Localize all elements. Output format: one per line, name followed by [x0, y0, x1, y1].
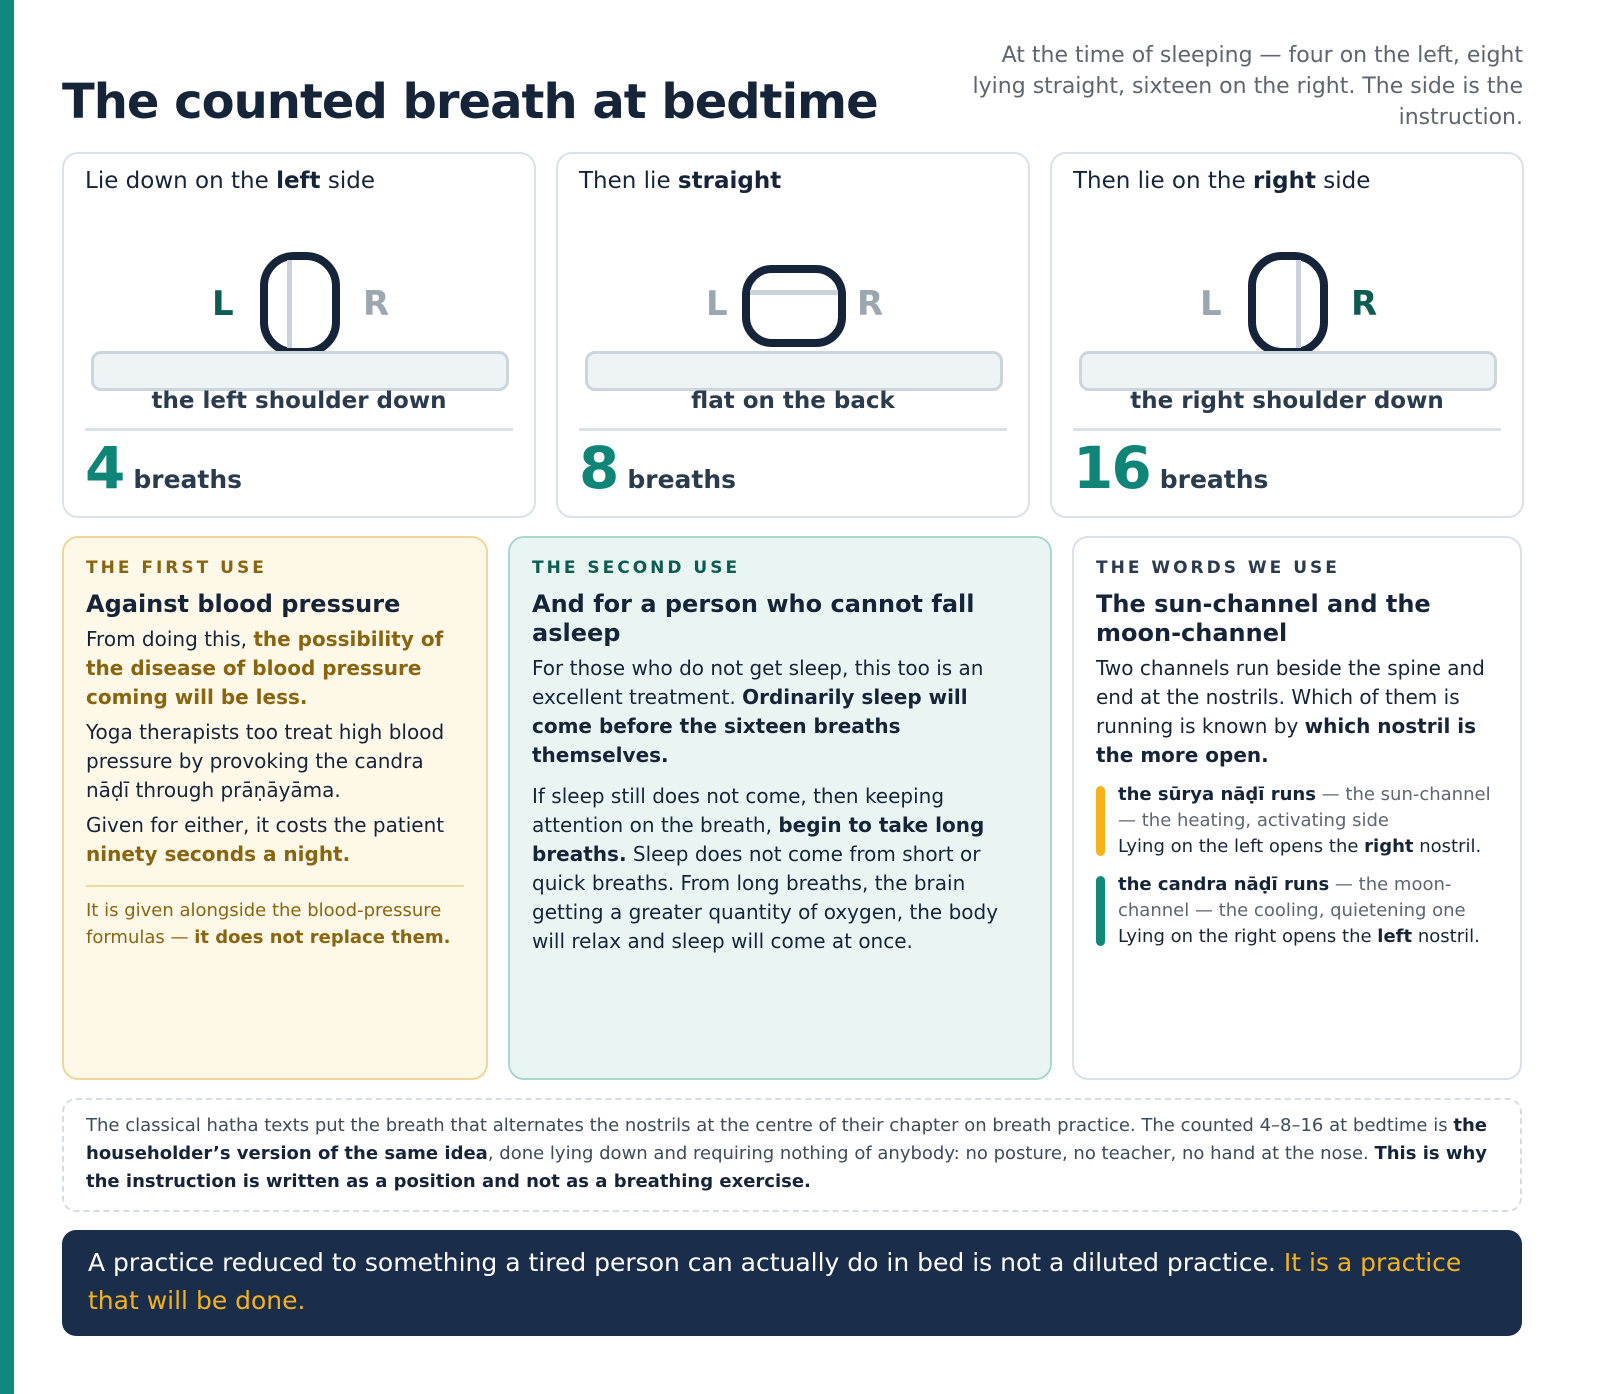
position-caption: the left shoulder down: [151, 388, 447, 414]
banner-highlight: It is a practice that will be done.: [88, 1248, 1462, 1315]
bed-mattress: [1079, 351, 1497, 391]
breath-count-number: 4: [85, 434, 124, 502]
position-emphasis: left: [276, 168, 321, 194]
nose-line: [287, 260, 292, 348]
head-outline-icon: [1248, 252, 1328, 356]
sun-channel-description: — the sun-channel — the heating, activating side: [1118, 784, 1491, 831]
position-caption: flat on the back: [691, 388, 895, 414]
card-paragraph: From doing this, the possibility of the disease of blood pressure coming will be less.: [86, 627, 444, 709]
breath-count-number: 8: [579, 434, 618, 502]
right-marker: R: [363, 284, 390, 324]
second-use-card: [508, 536, 1052, 1080]
breath-count: [85, 434, 242, 502]
card-title: The sun-channel and the moon-channel: [1096, 590, 1431, 647]
first-use-card: [62, 536, 488, 1080]
breath-count-unit: breaths: [1159, 465, 1269, 494]
nose-line: [1296, 260, 1301, 348]
divider: [85, 428, 513, 431]
left-marker: L: [1200, 284, 1222, 324]
moon-channel-description: — the moon-channel — the cooling, quietening one: [1118, 874, 1466, 921]
page-subtitle: At the time of sleeping — four on the left, eight lying straight, sixteen on the right. The side is the instruction.: [972, 43, 1523, 130]
sun-channel-effect: Lying on the left opens the right nostril.: [1118, 836, 1482, 857]
sun-channel-name: the sūrya nāḍī runs: [1118, 784, 1316, 805]
highlight: This is why the instruction is written as a position and not as a breathing exercise.: [86, 1143, 1488, 1192]
breath-count: [1073, 434, 1268, 502]
divider: [579, 428, 1007, 431]
card-eyebrow: THE WORDS WE USE: [1096, 558, 1340, 578]
card-paragraph: If sleep still does not come, then keeping attention on the breath, begin to take long breaths. Sleep does not come from short or quick breaths. From long breaths, the brain getting a greater quantity of oxygen, the body will relax and sleep will come at once.: [532, 784, 999, 953]
breath-count-unit: breaths: [133, 465, 243, 494]
highlight: Ordinarily sleep will come before the sixteen breaths themselves.: [532, 685, 968, 767]
position-card-left: [62, 152, 536, 518]
context-footnote: The classical hatha texts put the breath that alternates the nostrils at the centre of their chapter on breath practice. The counted 4–8–16 at bedtime is the householder’s version of the same idea, done lying down and requiring nothing of anybody: no posture, no teacher, no hand at the nose. This is why the instruction is written as a position and not as a breathing exercise.: [62, 1098, 1522, 1212]
nose-line: [750, 290, 838, 295]
position-emphasis: right: [1252, 168, 1316, 194]
moon-channel-name: the candra nāḍī runs: [1118, 874, 1330, 895]
breath-count: [579, 434, 736, 502]
highlight: the possibility of the disease of blood pressure coming will be less.: [86, 627, 444, 709]
right-marker: R: [857, 284, 884, 324]
position-heading: Then lie on the right side: [1073, 168, 1371, 194]
card-note: It is given alongside the blood-pressure formulas — it does not replace them.: [86, 900, 451, 948]
position-emphasis: straight: [677, 168, 782, 194]
bed-mattress: [585, 351, 1003, 391]
moon-channel-bar: [1096, 876, 1105, 946]
moon-channel-entry: [1096, 872, 1498, 950]
card-title: Against blood pressure: [86, 590, 401, 618]
left-marker: L: [212, 284, 234, 324]
position-heading: Then lie straight: [579, 168, 782, 194]
head-outline-icon: [742, 265, 846, 347]
card-eyebrow: THE SECOND USE: [532, 558, 741, 578]
breath-count-unit: breaths: [627, 465, 737, 494]
card-title: And for a person who cannot fall asleep: [532, 590, 975, 647]
card-paragraph: For those who do not get sleep, this too is an excellent treatment. Ordinarily sleep will come before the sixteen breaths themselves.: [532, 656, 984, 767]
highlight: which nostril is the more open.: [1096, 714, 1477, 767]
bed-mattress: [91, 351, 509, 391]
sun-channel-bar: [1096, 786, 1105, 856]
left-marker: L: [706, 284, 728, 324]
card-eyebrow: THE FIRST USE: [86, 558, 267, 578]
divider: [86, 885, 464, 887]
position-heading: Lie down on the left side: [85, 168, 375, 194]
position-card-right: [1050, 152, 1524, 518]
card-paragraph: Given for either, it costs the patient ninety seconds a night.: [86, 813, 445, 866]
card-paragraph: Yoga therapists too treat high blood pressure by provoking the candra nāḍī through prāṇāyāma.: [86, 720, 445, 802]
breath-count-number: 16: [1073, 434, 1150, 502]
position-card-straight: [556, 152, 1030, 518]
highlight: begin to take long breaths.: [532, 813, 985, 866]
moon-channel-effect: Lying on the right opens the left nostril.: [1118, 926, 1480, 947]
accent-rail: [0, 0, 14, 1394]
page-title: The counted breath at bedtime: [62, 74, 878, 130]
right-marker: R: [1351, 284, 1378, 324]
closing-banner: A practice reduced to something a tired person can actually do in bed is not a diluted practice. It is a practice that will be done.: [62, 1230, 1522, 1336]
card-paragraph: Two channels run beside the spine and end at the nostrils. Which of them is running is known by which nostril is the more open.: [1096, 656, 1485, 767]
highlight: it does not replace them.: [194, 927, 451, 948]
position-caption: the right shoulder down: [1130, 388, 1444, 414]
glossary-card: [1072, 536, 1522, 1080]
divider: [1073, 428, 1501, 431]
highlight: ninety seconds a night.: [86, 842, 351, 866]
sun-channel-entry: [1096, 782, 1498, 860]
head-outline-icon: [260, 252, 340, 356]
highlight: the householder’s version of the same idea: [86, 1115, 1487, 1164]
